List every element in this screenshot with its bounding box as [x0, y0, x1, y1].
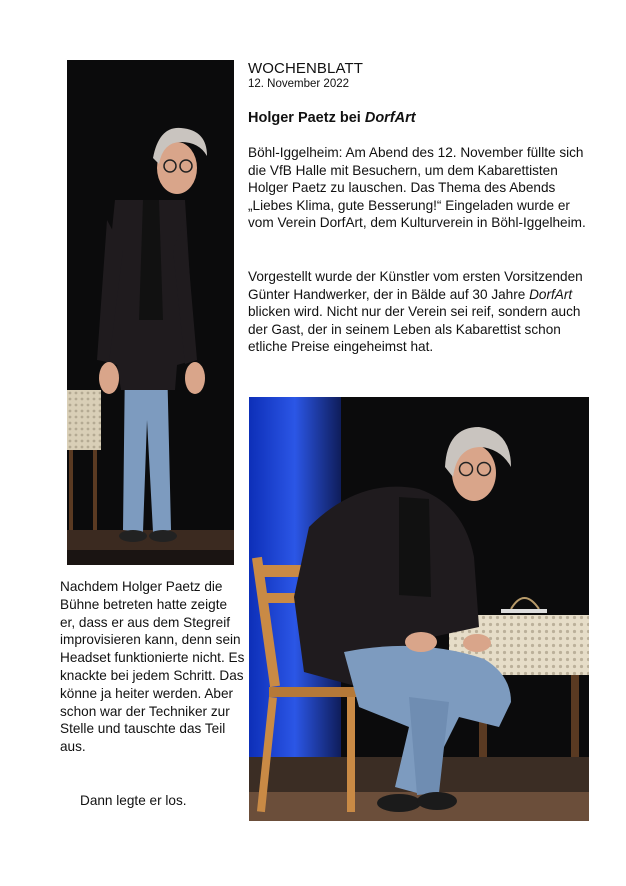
closing-line: Dann legte er los.	[80, 793, 187, 808]
publication-date: 12. November 2022	[248, 78, 350, 90]
photo-standing-performer	[67, 60, 234, 565]
paragraph-2-emphasis: DorfArt	[529, 286, 573, 302]
headline-emphasis: DorfArt	[364, 110, 416, 126]
article-paragraph-2	[248, 268, 598, 356]
publication-name: WOCHENBLATT	[248, 60, 363, 77]
article-paragraph-1: Böhl-Iggelheim: Am Abend des 12. November füllte sich die VfB Halle mit Besuchern, um dem Kabarettisten Holger Paetz zu lauschen. Das Thema des Abends „Liebes Klima, gute Besserung!“ Eingeladen wurde er vom Verein DorfArt, dem Kulturverein in Böhl-Iggelheim.	[248, 145, 586, 231]
headline	[248, 110, 416, 126]
photo-seated-performer	[249, 397, 589, 821]
headline-prefix: Holger Paetz bei	[248, 110, 365, 126]
side-paragraph: Nachdem Holger Paetz die Bühne betreten hatte zeigte er, dass er aus dem Stegreif improvisieren kann, denn sein Headset funktionierte nicht. Es knackte bei jedem Schritt. Das könne ja heiter werden. Aber schon war der Techniker zur Stelle und tauschte das Teil aus.	[60, 579, 245, 755]
paragraph-2-after: blicken wird. Nicht nur der Verein sei reif, sondern auch der Gast, der in seinem Leben als Kabarettist schon etliche Preise eingeheimst hat.	[248, 304, 581, 355]
paragraph-2-before: Vorgestellt wurde der Künstler vom ersten Vorsitzenden Günter Handwerker, der in Bälde auf 30 Jahre	[248, 269, 583, 302]
